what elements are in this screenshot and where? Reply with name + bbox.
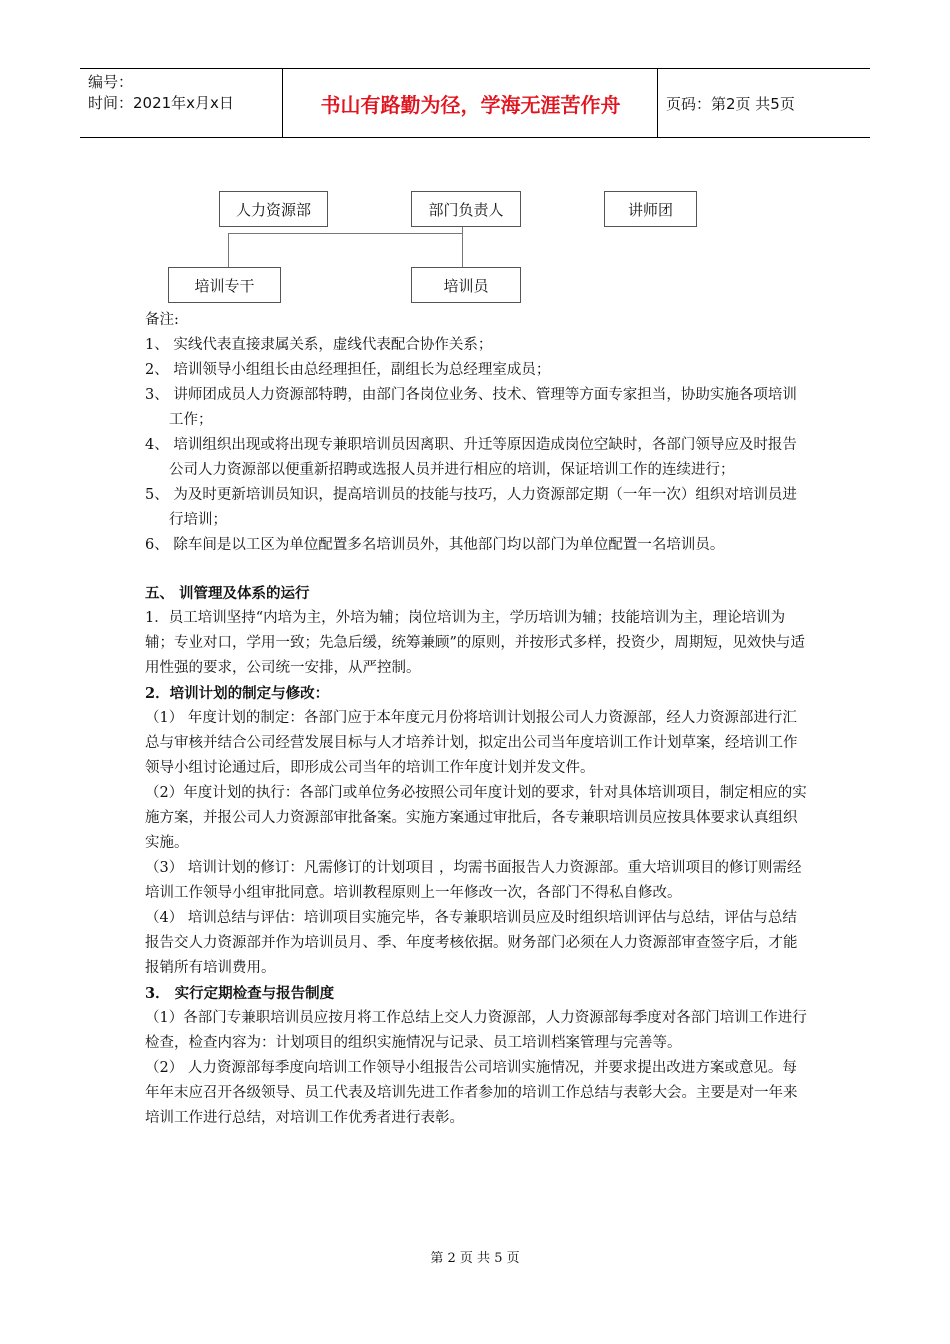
org-box-dept-head: 部门负责人 [411,191,521,227]
org-box-hr: 人力资源部 [219,191,328,227]
org-connector-right [462,227,463,267]
subsection-2-title: 2．培训计划的制定与修改： [145,685,330,702]
number-label: 编号： [88,73,134,91]
org-connector-horizontal [228,233,463,234]
notes-title: 备注: [145,312,179,328]
page-header [80,68,870,138]
note-item-1: 1、 实线代表直接隶属关系，虚线代表配合协作关系； [145,337,493,353]
header-meta [80,69,283,137]
org-connector-left [228,233,229,267]
org-box-trainer: 培训员 [411,267,521,303]
subsection-3-title: 3． 实行定期检查与报告制度 [145,985,335,1002]
header-slogan: 书山有路勤为径，学海无涯苦作舟 [284,69,658,137]
note-item-6: 6、 除车间是以工区为单位配置多名培训员外，其他部门均以部门为单位配置一名培训员。 [145,537,725,553]
subsection-2-item-4: （4） 培训总结与评估：培训项目实施完毕，各专兼职培训员应及时组织培训评估与总结，评估与总结报告交人力资源部并作为培训员月、季、年度考核依据。财务部门必须在人力资源部审查签字后，才能报销所有培训费用。 [145,910,798,976]
time-label: 时间：2021年x月x日 [88,94,234,112]
section-5-paragraph-1: 1．员工培训坚持“内培为主，外培为辅；岗位培训为主，学历培训为辅；技能培训为主，理论培训为辅；专业对口，学用一致；先急后缓，统筹兼顾”的原则，并按形式多样，投资少，周期短，见效快与适用性强的要求，公司统一安排，从严控制。 [145,610,805,676]
page-footer: 第 2 页 共 5 页 [430,1251,520,1266]
subsection-3-item-2: （2） 人力资源部每季度向培训工作领导小组报告公司培训实施情况，并要求提出改进方案或意见。每年年末应召开各级领导、员工代表及培训先进工作者参加的培训工作总结与表彰大会。主要是对一年来培训工作进行总结，对培训工作优秀者进行表彰。 [145,1060,798,1126]
subsection-3-item-1: （1）各部门专兼职培训员应按月将工作总结上交人力资源部，人力资源部每季度对各部门培训工作进行检查，检查内容为：计划项目的组织实施情况与记录、员工培训档案管理与完善等。 [145,1010,807,1051]
subsection-2-item-3: （3） 培训计划的修订：凡需修订的计划项目 ，均需书面报告人力资源部。重大培训项目的修订则需经培训工作领导小组审批同意。培训教程原则上一年修改一次，各部门不得私自修改。 [145,860,802,901]
note-item-3: 3、 讲师团成员人力资源部特聘，由部门各岗位业务、技术、管理等方面专家担当，协助实施各项培训工作； [145,387,797,428]
subsection-2-item-1: （1） 年度计划的制定：各部门应于本年度元月份将培训计划报公司人力资源部，经人力资源部进行汇总与审核并结合公司经营发展目标与人才培养计划，拟定出公司当年度培训工作计划草案，经培训工作领导小组讨论通过后，即形成公司当年的培训工作年度计划并发文件。 [145,710,798,776]
document-body [145,308,810,1131]
note-item-4: 4、 培训组织出现或将出现专兼职培训员因离职、升迁等原因造成岗位空缺时，各部门领导应及时报告公司人力资源部以便重新招聘或选报人员并进行相应的培训，保证培训工作的连续进行； [145,437,797,478]
note-item-5: 5、 为及时更新培训员知识，提高培训员的技能与技巧，人力资源部定期（一年一次）组织对培训员进行培训； [145,487,797,528]
subsection-2-item-2: （2）年度计划的执行：各部门或单位务必按照公司年度计划的要求，针对具体培训项目，制定相应的实施方案，并报公司人力资源部审批备案。实施方案通过审批后，各专兼职培训员应按具体要求认真组织实施。 [145,785,807,851]
note-item-2: 2、 培训领导小组组长由总经理担任，副组长为总经理室成员； [145,362,551,378]
org-box-lecturers: 讲师团 [604,191,697,227]
section-5-title: 五、 训管理及体系的运行 [145,585,310,602]
org-box-training-staff: 培训专干 [168,267,281,303]
header-page-label: 页码：第2页 共5页 [666,94,795,113]
